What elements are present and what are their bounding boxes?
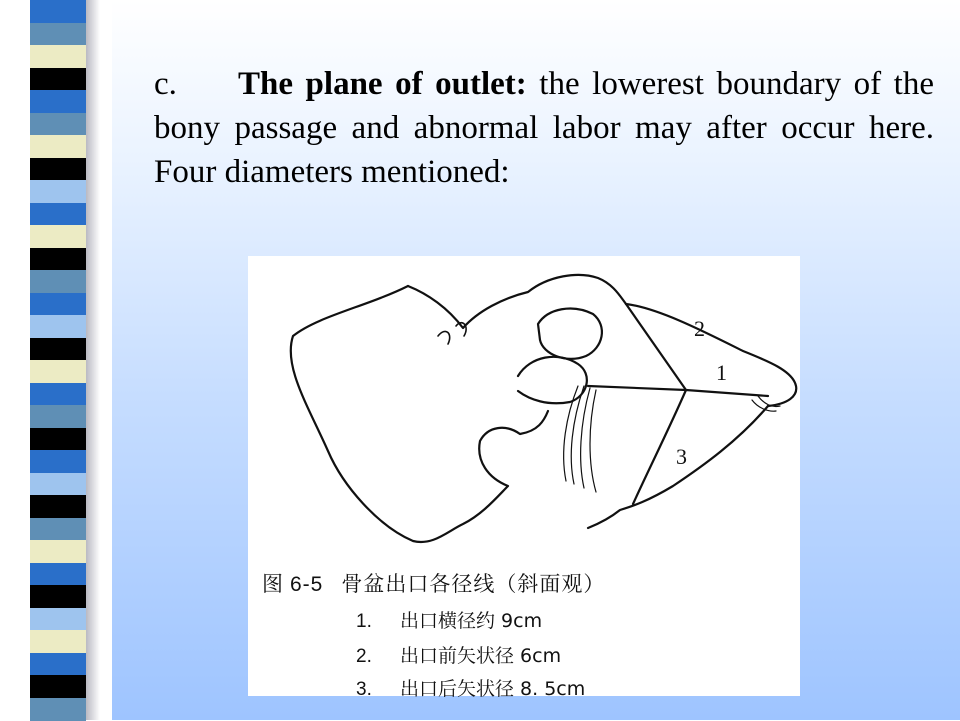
color-bar-segment [30, 338, 86, 361]
slide-body-text [154, 62, 934, 194]
color-bar-segment [30, 698, 86, 721]
color-bar-segment [30, 315, 86, 338]
anterior-sagittal-diameter [626, 304, 686, 390]
color-bar-segment [30, 180, 86, 203]
pelvis-illustration [248, 256, 800, 556]
figure-caption-title [262, 568, 605, 598]
caption-item-number: 2. [356, 646, 372, 667]
color-bar-segment [30, 270, 86, 293]
color-bar-segment [30, 518, 86, 541]
diameter-label-2: 2 [694, 316, 705, 341]
color-bar-segment [30, 473, 86, 496]
color-bar-segment [30, 405, 86, 428]
caption-item-text: 出口横径约 9cm [400, 610, 543, 632]
decorative-bar-shadow [86, 0, 100, 720]
color-bar-segment [30, 585, 86, 608]
color-bar-segment [30, 428, 86, 451]
bold-heading: The plane of outlet: [238, 66, 527, 102]
color-bar-segment [30, 450, 86, 473]
pubic-arch-outline [626, 304, 796, 406]
color-bar-segment [30, 45, 86, 68]
caption-item-number: 3. [356, 679, 372, 700]
color-bar-segment [30, 563, 86, 586]
caption-item [356, 641, 561, 668]
color-bar-segment [30, 608, 86, 631]
diameter-label-1: 1 [716, 360, 727, 385]
diameter-label-3: 3 [676, 444, 687, 469]
color-bar-segment [30, 675, 86, 698]
color-bar-segment [30, 225, 86, 248]
figure-title: 骨盆出口各径线（斜面观） [341, 572, 606, 596]
pubic-outline [408, 275, 626, 328]
pelvic-outlet-figure [248, 256, 800, 700]
figure-number: 6-5 [290, 573, 324, 596]
color-bar-segment [30, 360, 86, 383]
list-marker: c. [154, 66, 177, 102]
decorative-left-strip [0, 0, 112, 720]
caption-item-text: 出口后矢状径 8. 5cm [400, 678, 586, 700]
ischium-outline [291, 286, 548, 542]
color-bar-segment [30, 495, 86, 518]
caption-item [356, 674, 585, 701]
figure-prefix: 图 [262, 572, 284, 596]
color-bar-segment [30, 540, 86, 563]
color-bar-segment [30, 135, 86, 158]
color-bar-segment [30, 0, 86, 23]
symphysis-outline [518, 357, 587, 403]
color-bar-segment [30, 90, 86, 113]
color-bar-segment [30, 293, 86, 316]
color-bar-segment [30, 383, 86, 406]
color-bar-segment [30, 248, 86, 271]
decorative-color-bars [30, 0, 86, 720]
color-bar-segment [30, 113, 86, 136]
caption-item-number: 1. [356, 611, 372, 632]
color-bar-segment [30, 653, 86, 676]
transverse-diameter [588, 386, 768, 396]
color-bar-segment [30, 203, 86, 226]
caption-item [356, 606, 542, 633]
color-bar-segment [30, 23, 86, 46]
color-bar-segment [30, 68, 86, 91]
color-bar-segment [30, 158, 86, 181]
obturator-foramen [538, 309, 602, 359]
caption-item-text: 出口前矢状径 6cm [400, 645, 562, 667]
body-sentence: the lowerest boundary of the bony passage and abnormal labor may after occur here. Four diameters mentioned: [154, 66, 934, 190]
color-bar-segment [30, 630, 86, 653]
